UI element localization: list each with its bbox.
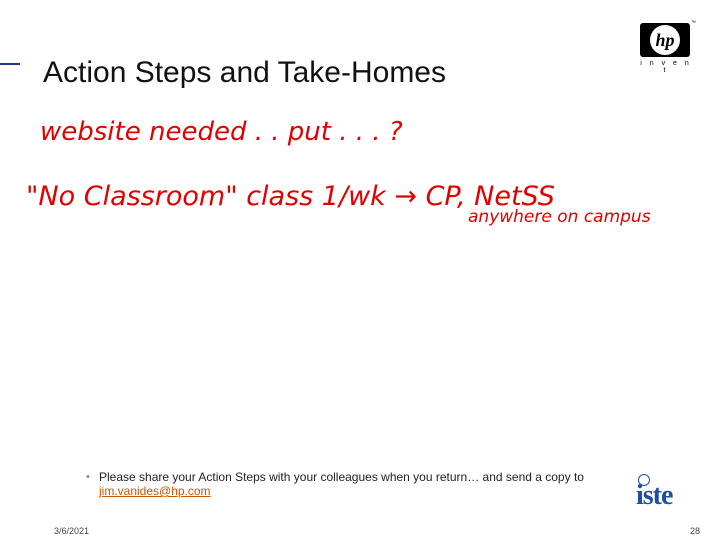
handwriting-line-1: website needed . . put . . . ?	[40, 117, 403, 147]
hp-logo-mark: hp	[650, 25, 680, 55]
iste-logo	[636, 474, 698, 514]
bullet-marker: •	[86, 471, 90, 483]
trademark-mark: ™	[691, 20, 696, 26]
page-number: 28	[690, 526, 701, 536]
slide-title: Action Steps and Take-Homes	[43, 56, 446, 89]
iste-logo-text: iste	[636, 480, 673, 511]
handwriting-line-3: anywhere on campus	[468, 207, 651, 227]
bullet-text	[99, 470, 659, 498]
footer-date: 3/6/2021	[54, 526, 90, 536]
hp-tagline: i n v e n t	[640, 60, 692, 74]
email-link[interactable]: jim.vanides@hp.com	[99, 484, 211, 498]
bullet-body: Please share your Action Steps with your colleagues when you return… and send a copy to	[99, 470, 584, 484]
handwriting-line-2: "No Classroom" class 1/wk → CP, NetSS	[26, 181, 555, 212]
